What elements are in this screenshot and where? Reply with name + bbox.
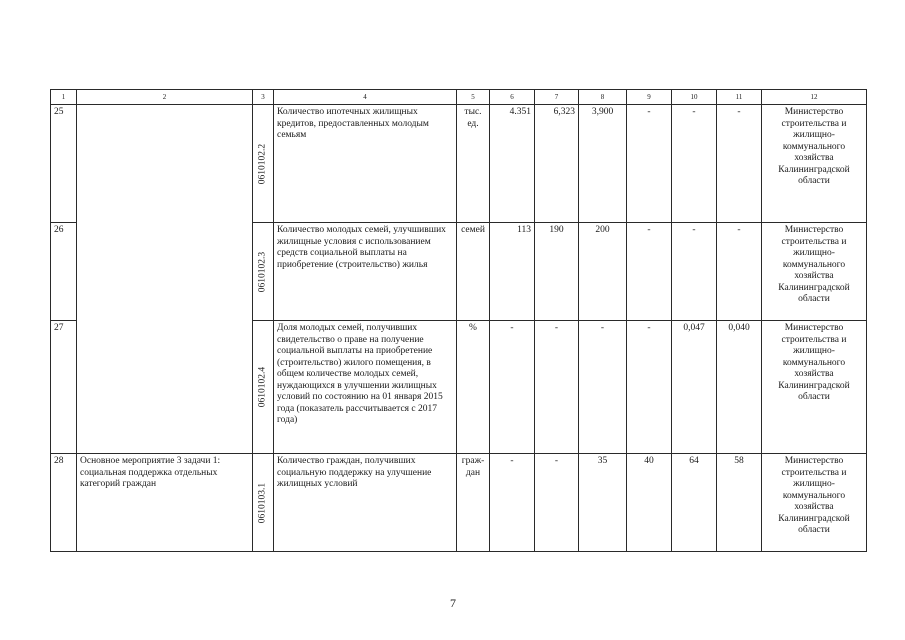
value-col11: - [717, 105, 762, 223]
value-col11: 58 [717, 454, 762, 552]
value-col9: - [627, 105, 672, 223]
table-row [51, 454, 867, 552]
row-number: 27 [51, 321, 77, 454]
indicator-name: Количество ипотечных жилищных кредитов, предоставленных молодым семьям [274, 105, 457, 223]
indicator-code: 0610103.1 [257, 482, 268, 523]
value-col8: 3,900 [579, 105, 627, 223]
responsible-org: Министерство строительства и жилищно-коммунального хозяйства Калининградской области [762, 105, 867, 223]
value-col10: 0,047 [672, 321, 717, 454]
header-cell: 3 [253, 90, 274, 105]
unit: граж-дан [457, 454, 490, 552]
unit: тыс. ед. [457, 105, 490, 223]
event-cell [77, 105, 253, 454]
header-cell: 6 [490, 90, 535, 105]
indicator-name: Количество граждан, получивших социальную поддержку на улучшение жилищных условий [274, 454, 457, 552]
header-cell: 8 [579, 90, 627, 105]
header-cell: 2 [77, 90, 253, 105]
header-cell: 5 [457, 90, 490, 105]
header-cell: 12 [762, 90, 867, 105]
value-col7: 190 [535, 223, 579, 321]
indicator-code: 0610102.2 [257, 143, 268, 184]
row-number: 28 [51, 454, 77, 552]
value-col6: 4.351 [490, 105, 535, 223]
indicator-name: Количество молодых семей, улучшивших жилищные условия с использованием средств социальной выплаты на приобретение (строительство) жилья [274, 223, 457, 321]
value-col9: 40 [627, 454, 672, 552]
indicator-code: 0610102.3 [257, 251, 268, 292]
value-col6: - [490, 321, 535, 454]
value-col10: - [672, 105, 717, 223]
page-number: 7 [450, 596, 456, 610]
header-cell: 9 [627, 90, 672, 105]
responsible-org: Министерство строительства и жилищно-коммунального хозяйства Калининградской области [762, 454, 867, 552]
value-col11: 0,040 [717, 321, 762, 454]
value-col7: 6,323 [535, 105, 579, 223]
header-cell: 4 [274, 90, 457, 105]
value-col6: - [490, 454, 535, 552]
responsible-org: Министерство строительства и жилищно-коммунального хозяйства Калининградской области [762, 223, 867, 321]
indicator-name: Доля молодых семей, получивших свидетельство о праве на получение социальной выплаты на приобретение (строительство) жилого помещения, в общем количестве молодых семей, нуждающихся в улучшении жилищных условий по состоянию на 01 января 2015 года (показатель рассчитывается с 2017 года) [274, 321, 457, 454]
value-col10: 64 [672, 454, 717, 552]
event-cell: Основное мероприятие 3 задачи 1: социальная поддержка отдельных категорий граждан [77, 454, 253, 552]
value-col9: - [627, 223, 672, 321]
value-col7: - [535, 454, 579, 552]
row-number: 26 [51, 223, 77, 321]
unit: % [457, 321, 490, 454]
indicators-table [50, 89, 867, 552]
unit: семей [457, 223, 490, 321]
value-col10: - [672, 223, 717, 321]
header-cell: 11 [717, 90, 762, 105]
row-number: 25 [51, 105, 77, 223]
value-col11: - [717, 223, 762, 321]
indicator-code: 0610102.4 [257, 366, 268, 408]
header-cell: 7 [535, 90, 579, 105]
responsible-org: Министерство строительства и жилищно-коммунального хозяйства Калининградской области [762, 321, 867, 454]
header-row [51, 90, 867, 105]
value-col9: - [627, 321, 672, 454]
table-row [51, 105, 867, 223]
value-col8: 35 [579, 454, 627, 552]
value-col6: 113 [490, 223, 535, 321]
value-col8: 200 [579, 223, 627, 321]
header-cell: 10 [672, 90, 717, 105]
header-cell: 1 [51, 90, 77, 105]
value-col8: - [579, 321, 627, 454]
value-col7: - [535, 321, 579, 454]
